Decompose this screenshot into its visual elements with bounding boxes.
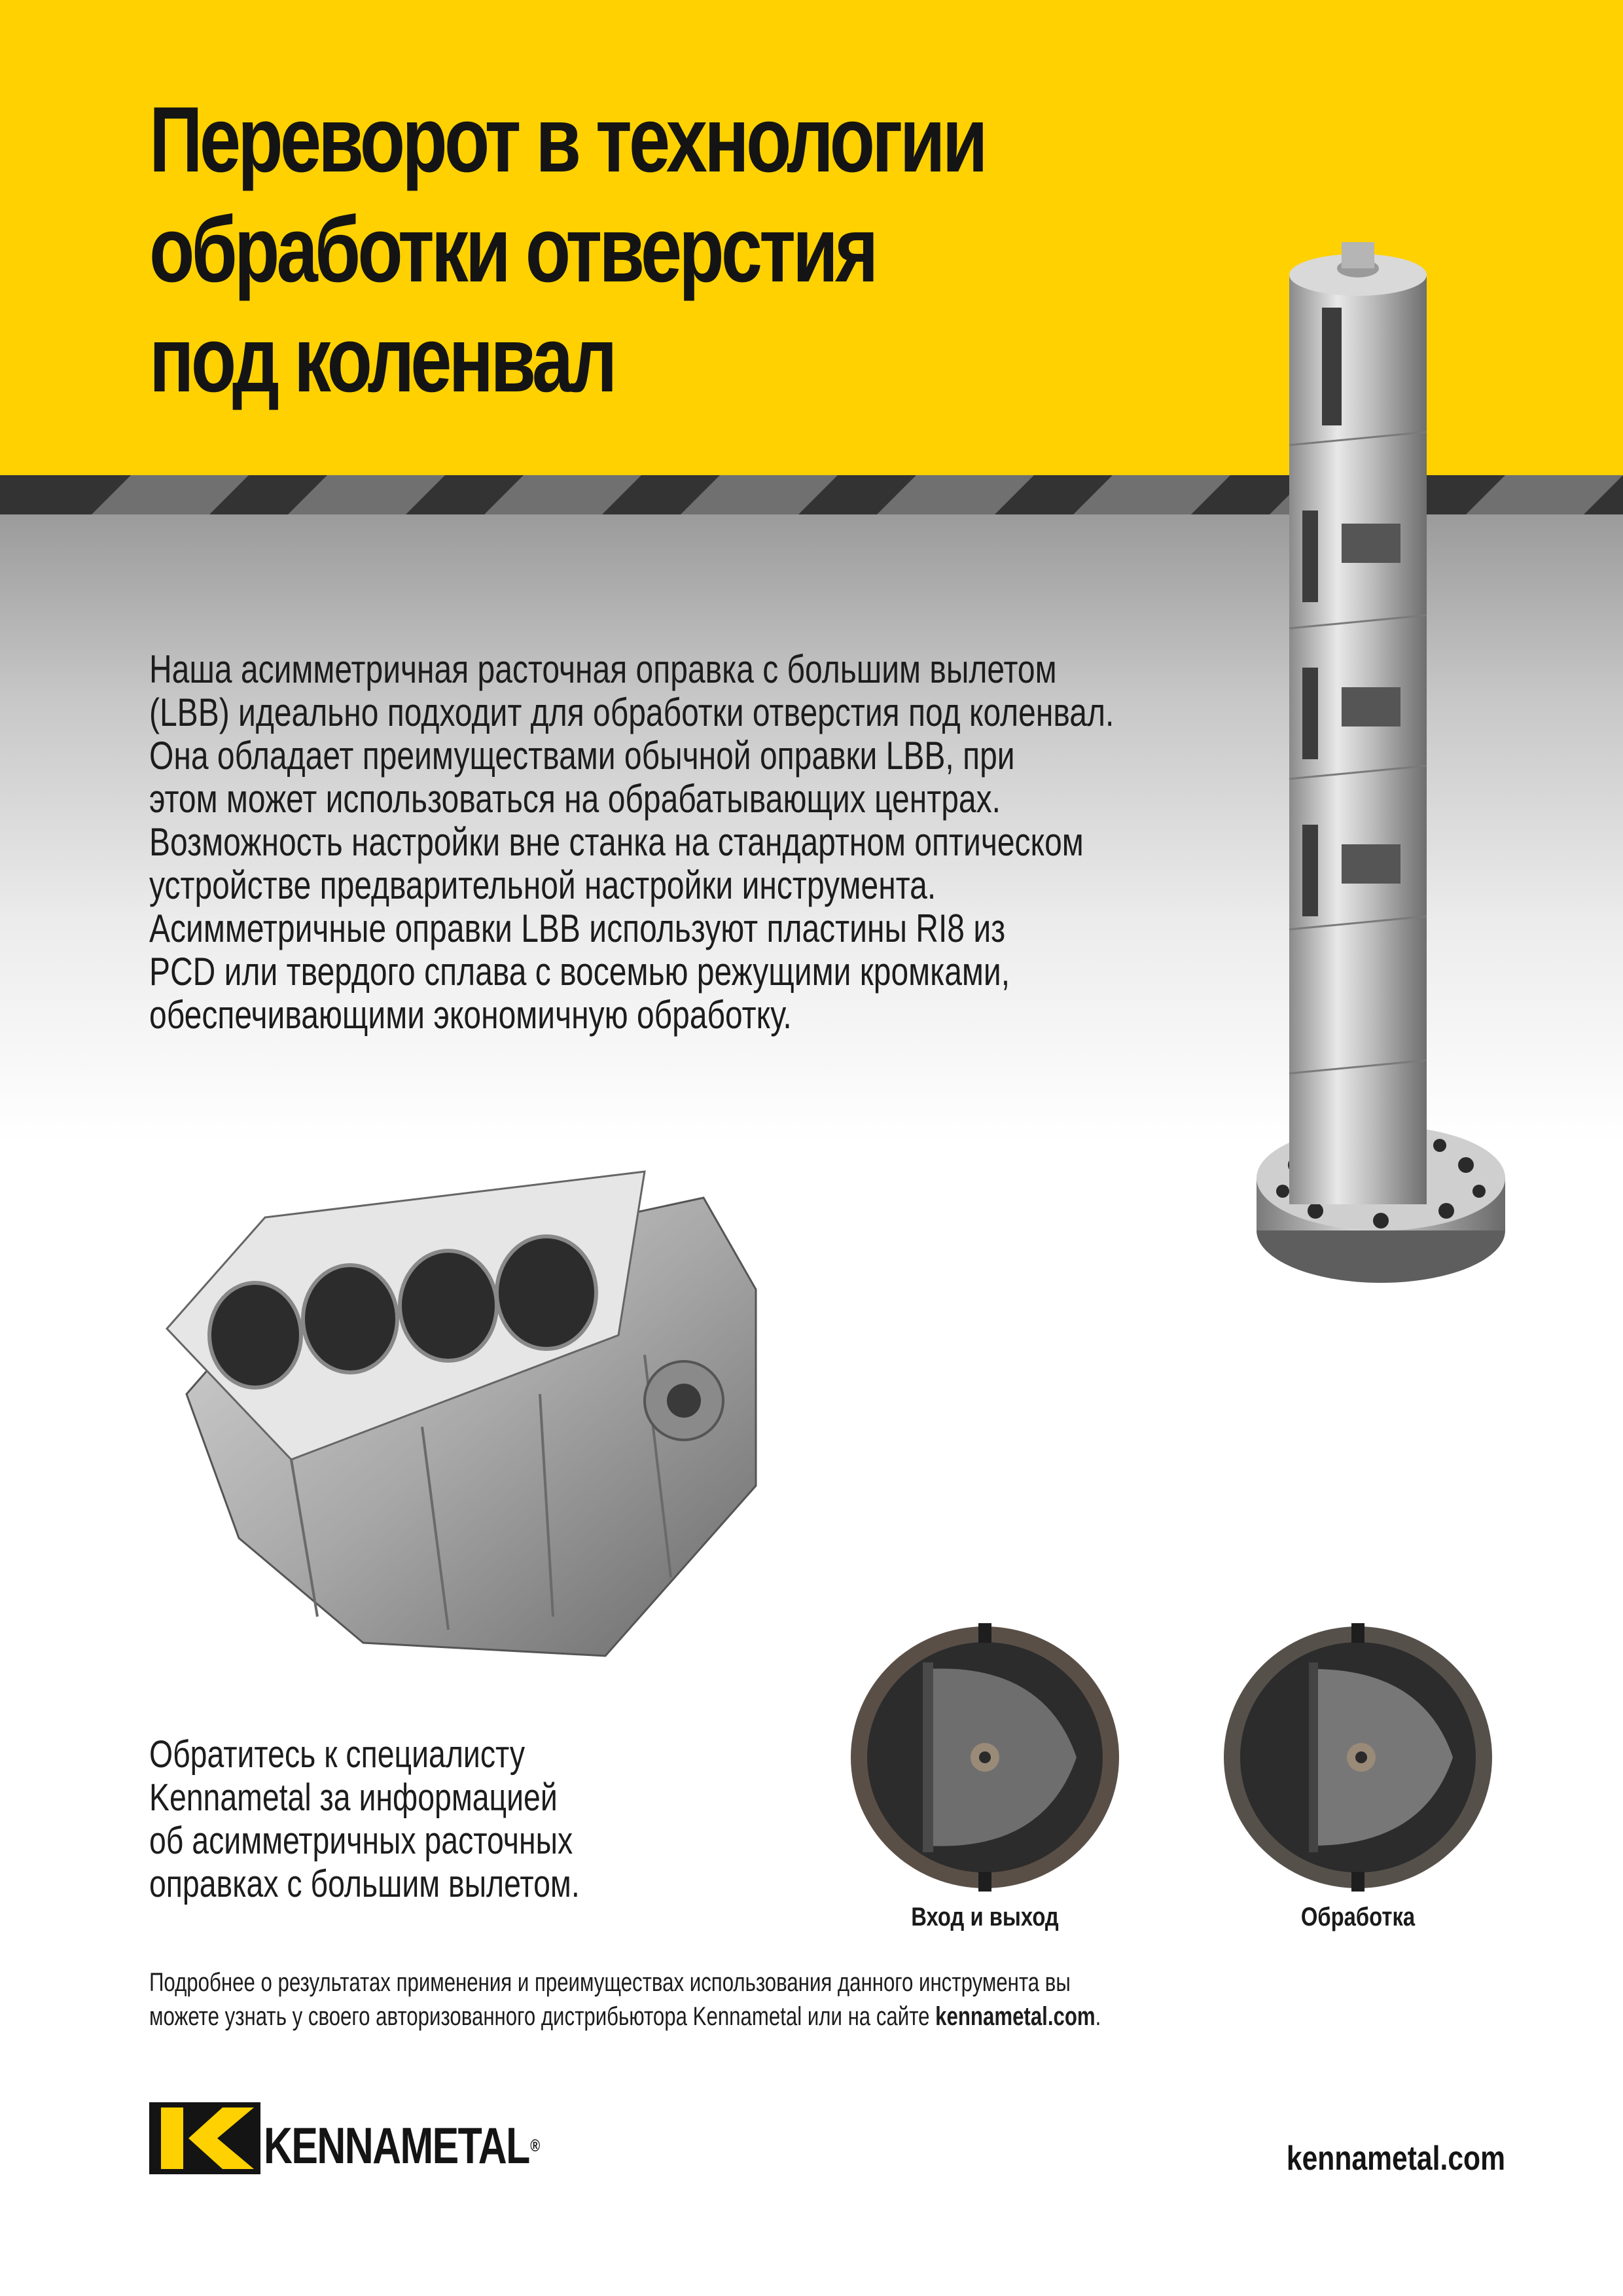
bore-photo-machining — [1221, 1623, 1495, 1892]
intro-line: этом может использоваться на обрабатывающих центрах. — [149, 777, 1001, 821]
intro-line: обеспечивающими экономичную обработку. — [149, 993, 792, 1037]
title-line: обработки отверстия — [149, 198, 876, 302]
intro-line: Возможность настройки вне станка на стандартном оптическом — [149, 820, 1084, 864]
footnote — [149, 1965, 1374, 2034]
intro-line: (LBB) идеально подходит для обработки отверстия под коленвал. — [149, 691, 1115, 734]
kennametal-k-icon — [149, 2102, 260, 2174]
page-title — [149, 85, 987, 415]
contact-line: Обратитесь к специалисту — [149, 1733, 526, 1776]
footer-url[interactable]: kennametal.com — [1286, 2140, 1505, 2178]
intro-line: PCD или твердого сплава с восемью режущими кромками, — [149, 950, 1010, 994]
footnote-line — [149, 2000, 1374, 2034]
photo-caption-machining: Обработка — [1300, 1903, 1416, 1931]
logo-text: KENNAMETAL — [264, 2117, 529, 2174]
contact-line: об асимметричных расточных — [149, 1820, 573, 1862]
intro-line: Асимметричные оправки LBB используют пластины RI8 из — [149, 906, 1006, 950]
bore-photo-entry-exit — [847, 1623, 1122, 1892]
kennametal-logo — [149, 2102, 555, 2174]
engine-block-image — [147, 1119, 802, 1682]
contact-line: оправках с большим вылетом. — [149, 1863, 580, 1905]
logo-wordmark — [264, 2117, 539, 2174]
title-line: Переворот в технологии — [149, 88, 985, 192]
footnote-line: Подробнее о результатах применения и преимуществах использования данного инструмента вы — [149, 1968, 1071, 1997]
photo-caption-entry-exit: Вход и выход — [911, 1903, 1059, 1931]
footnote-period: . — [1095, 2002, 1101, 2031]
contact-paragraph — [149, 1733, 751, 1906]
intro-paragraph — [149, 648, 1144, 1037]
intro-line: Наша асимметричная расточная оправка с большим вылетом — [149, 647, 1057, 691]
contact-line: Kennametal за информацией — [149, 1776, 558, 1819]
website-link[interactable]: kennametal.com — [935, 2002, 1096, 2031]
boring-bar-image — [1243, 236, 1518, 1335]
registered-mark: ® — [530, 2136, 539, 2155]
intro-line: устройстве предварительной настройки инструмента. — [149, 863, 936, 907]
title-line: под коленвал — [149, 308, 615, 412]
intro-line: Она обладает преимуществами обычной оправки LBB, при — [149, 734, 1015, 778]
footnote-text: можете узнать у своего авторизованного дистрибьютора Kennametal или на сайте — [149, 2002, 936, 2031]
